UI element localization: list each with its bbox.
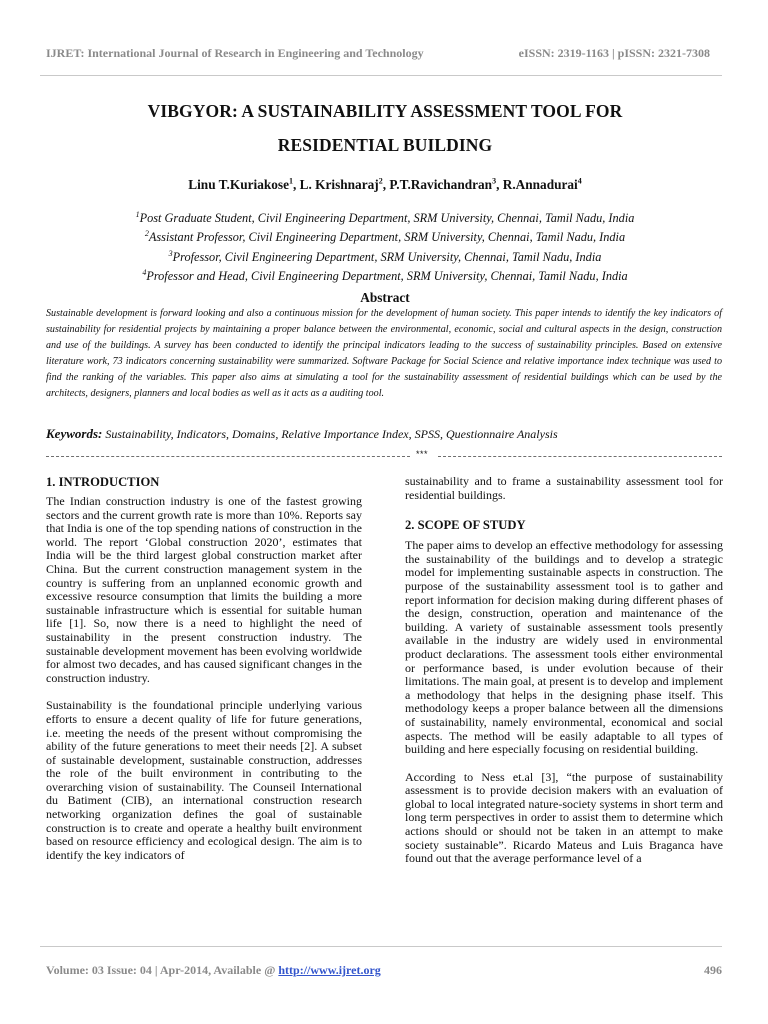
- section-heading-introduction: 1. INTRODUCTION: [46, 475, 160, 489]
- title-line-1: VIBGYOR: A SUSTAINABILITY ASSESSMENT TOOL FOR: [147, 101, 623, 121]
- affiliation: $^3$Professor, Civil Engineering Department, SRM University, Chennai, Tamil Nadu, India: [168, 248, 602, 264]
- left-column: [46, 475, 362, 862]
- keywords-line: [46, 426, 736, 442]
- journal-name: IJRET: International Journal of Research in Engineering and Technology: [46, 46, 424, 60]
- footer-volume: Volume: 03 Issue: 04 | Apr-2014, Available @ http://www.ijret.org: [46, 963, 381, 977]
- scope-paragraph-1: The paper aims to develop an effective methodology for assessing the sustainability of the buildings and to develop a strategic model for implementing sustainable aspects in construction. The purpose of the sustainability assessment tool is to gather and report information for decision making during different phases of the design, construction, operation and maintenance of the building. A variety of sustainable assessment tools presently available in the industry are widely used in environmental product declarations. The assessment tools either environmental or performance based, is under evolution because of their limitations. The main goal, at present is to develop and implement a methodology that helps in the designing phase itself. This methodology keeps a proper balance between all the dimensions of sustainability, namely environmental, economical and social aspects. The method will be easily adaptable to all types of building and here especially focusing on residential building.: [405, 538, 723, 757]
- intro-paragraph-1: The Indian construction industry is one of the fastest growing sectors and the current growth rate is more than 10%. Reports say that India is one of the top spending nations of construction in the world. The report ‘Global construction 2020’, estimates that India will be the third largest global construction market after China. But the current construction management system in the country is suffering from an unplanned economic growth and excessive resource consumption that limits the building a more sustainable infrastructure which is essential for suitable human life [1]. So, now there is a need to highlight the need of sustainability in the present construction industry. The sustainable development movement has been evolving worldwide for almost two decades, and has caused significant changes in the construction industry.: [46, 494, 362, 685]
- intro-paragraph-continued: sustainability and to frame a sustainability assessment tool for residential buildings.: [405, 474, 723, 502]
- affiliation-list: [40, 207, 730, 284]
- divider-dash-right: [438, 456, 722, 457]
- abstract-heading: Abstract: [360, 290, 410, 305]
- title-line-2: RESIDENTIAL BUILDING: [277, 135, 493, 155]
- affiliation: $^1$Post Graduate Student, Civil Engineering Department, SRM University, Chennai, Tamil Nadu, India: [135, 210, 635, 226]
- footer-rule: [40, 946, 722, 947]
- paper-title: [40, 94, 730, 162]
- section-divider: [46, 450, 722, 462]
- issn-info: eISSN: 2319-1163 | pISSN: 2321-7308: [518, 46, 710, 60]
- page-number: 496: [704, 963, 722, 977]
- divider-stars: ***: [416, 449, 429, 459]
- keywords-text: Sustainability, Indicators, Domains, Relative Importance Index, SPSS, Questionnaire Analysis: [105, 427, 558, 441]
- header-rule: [40, 75, 722, 76]
- right-column: [405, 475, 723, 866]
- abstract-text: Sustainable development is forward looking and also a continuous mission for the development of human society. This paper intends to identify the key indicators of sustainability for residential projects by maintaining a proper balance between the environmental, economic, social and cultural aspects in the design, construction and use of the buildings. A survey has been conducted to identify the principal indicators leading to the success of sustainability principles. Based on extensive literature work, 73 indicators concerning sustainability were summarized. Software Package for Social Science and relative importance index technique was used to find the ranking of the variables. This paper also aims at simulating a tool for the sustainability assessment of residential buildings which can be used by the architects, designers, planners and local bodies as well as it acts as a auditing tool.: [46, 308, 722, 400]
- running-header: [46, 44, 722, 64]
- author: P.T.Ravichandran$^3$,: [389, 177, 503, 193]
- author: R.Annadurai$^4$: [502, 177, 582, 193]
- affiliation: $^4$Professor and Head, Civil Engineering Department, SRM University, Chennai, Tamil Nadu, India: [142, 267, 628, 283]
- scope-paragraph-2: According to Ness et.al [3], “the purpose of sustainability assessment is to provide decision makers with an evaluation of global to local integrated nature-society systems in short term and long term perspectives in order to assist them to determine which actions should or should not be taken in an attempt to make society sustainable”. Ricardo Mateus and Luis Braganca have found out that the average performance level of a: [405, 769, 723, 866]
- author: L. Krishnaraj$^2$,: [299, 177, 390, 193]
- section-heading-scope: 2. SCOPE OF STUDY: [405, 518, 526, 533]
- journal-website-link[interactable]: http://www.ijret.org: [278, 963, 381, 977]
- divider-dash-left: [46, 456, 410, 457]
- author: Linu T.Kuriakose$^1$,: [188, 177, 300, 193]
- intro-paragraph-2: Sustainability is the foundational principle underlying various efforts to ensure a decent quality of life for future generations, i.e. meeting the needs of the present without compromising the ability of the future generations to meet their needs [2]. A subset of sustainable development, sustainable construction, addresses the role of the built environment in contributing to the overarching vision of sustainability. The Counseil International du Batiment (CIB), an international construction research networking organization defines the goal of sustainable construction is to create and operate a healthy built environment based on resource efficiency and ecological design. The aim is to identify the key indicators of: [46, 698, 362, 862]
- affiliation: $^2$Assistant Professor, Civil Engineering Department, SRM University, Chennai, Tamil Nadu, India: [144, 229, 626, 245]
- keywords-label: Keywords:: [46, 426, 103, 441]
- author-list: [40, 177, 730, 193]
